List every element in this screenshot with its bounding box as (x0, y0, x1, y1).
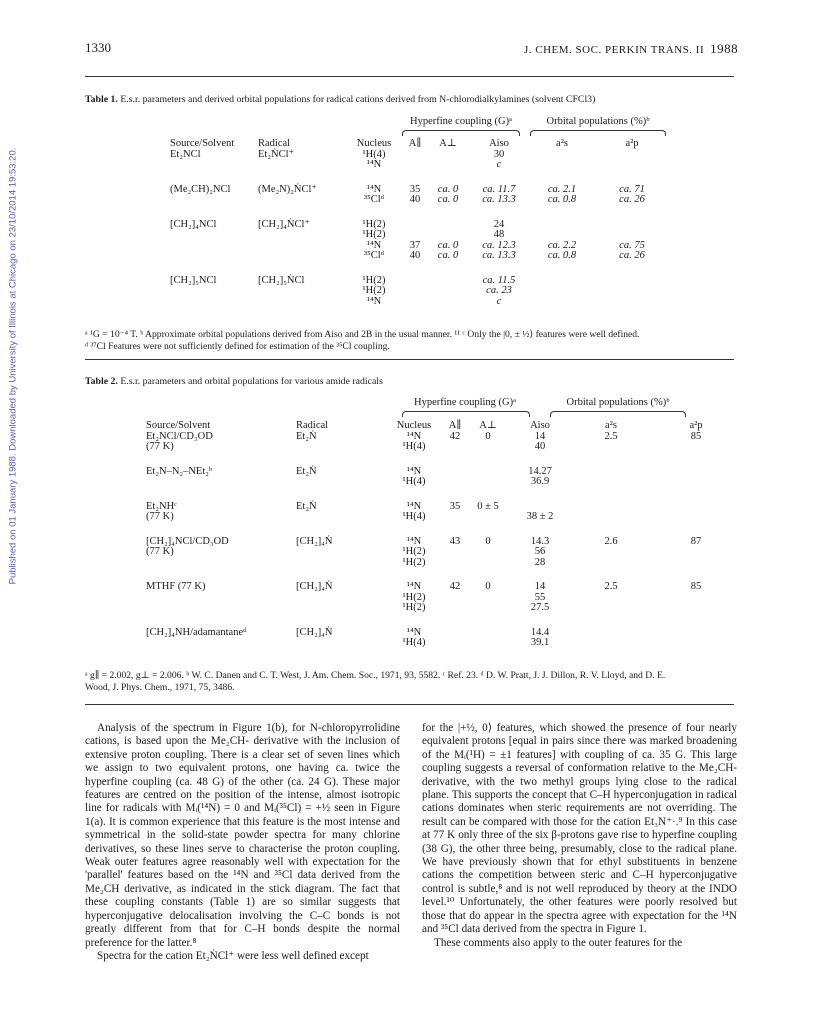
table-cell (258, 286, 346, 297)
table-cell: ¹H(2) (402, 591, 426, 603)
table-cell (468, 593, 508, 604)
paragraph: Analysis of the spectrum in Figure 1(b), for N-chloropyrrolidine cations, is based upon the Me₂CH- derivative with the inclusion of extensive proton coupling. There is a clear set of seven lines which we assign to two equivalent protons, one having ca. twice the hyperfine coupling (ca. 48 G) of the other (ca. 24 G). These major features are centred on the position of the intense, almost isotropic line for radicals with Mᵢ(¹⁴N) = 0 and Mᵢ(³⁵Cl) = +½ seen in Figure 1(a). It is common experience that this feature is the most intense and symmetrical in the solid-state powder spectra for many chlorine derivatives, so these lines serve to characterise the proton coupling. Weak outer features agree reasonably well with expectation for the 'parallel' features based on the ¹⁴N and ³⁵Cl data derived from the Me₂CH derivative, as indicated in the stick diagram. The fact that these coupling constants (Table 1) are so similar suggests that hyperconjugative delocalisation involving the C–C bonds is not greatly different from that for C–H bonds despite the normal preference for the latter.⁸ (85, 722, 400, 949)
table-cell: ca. 26 (619, 250, 645, 261)
table2-footnotes (85, 670, 735, 694)
table-cell: 85 (690, 430, 702, 442)
table-cell: 40 (534, 441, 546, 452)
table-cell: 42 (449, 581, 461, 592)
column-header: a²p (625, 138, 639, 149)
table-cell (442, 593, 468, 604)
table-cell (170, 297, 258, 308)
paragraph: for the |+½, 0⟩ features, which showed the presence of four nearly equivalent protons [equal in pairs since there was marked broadening of the Mᵢ(¹H) = ±1 features] with coupling of ca. 35 G. This large coupling suggests a reversal of conformation relative to the Me₂CH- derivative, with the two methyl groups lying close to the radical plane. This supports the concept that C–H hyperconjugation in radical cations dominates when steric requirements are not overriding. The result can be compared with those for the cation Et₃N⁺·.⁹ In this case at 77 K only three of the six β-protons gave rise to hyperfine coupling (38 G), the other three being, presumably, close to the radical plane. We have previously shown that for ethyl substituents in benzene cations the competition between steric and C–H hyperconjugative control is subtle,⁸ and is not well reproduced by theory at the INDO level.¹⁰ Unfortunately, the other features were poorly resolved but those that do appear in the spectra agree with expectation for the ¹⁴N and ³⁵Cl data derived from the spectra in Figure 1. (422, 722, 737, 936)
table-cell (594, 220, 670, 231)
table-cell (650, 603, 742, 614)
table-cell: ca. 0.8 (547, 194, 577, 205)
table-cell (258, 251, 346, 262)
table-header-row (146, 421, 742, 432)
table-header-row (170, 139, 670, 150)
table-cell (428, 160, 468, 171)
column-header: Aiso (530, 420, 550, 431)
journal-year: 1988 (710, 41, 739, 56)
table-cell: [CH₂]₄NCl (170, 218, 217, 230)
table-cell: 85 (690, 581, 702, 592)
table-cell: ¹⁴N (406, 430, 422, 442)
table-row (146, 442, 742, 453)
table-cell: ca. 11.7 (482, 183, 516, 195)
table-cell (530, 286, 594, 297)
table-cell: [CH₂]₄ṄCl⁺ (258, 218, 310, 230)
table-cell: MTHF (77 K) (146, 581, 206, 592)
spacer-cell (146, 453, 742, 467)
table-cell: (Me₂CH)₂NCl (170, 183, 231, 195)
table-cell: ¹⁴N (406, 581, 422, 592)
table-cell: ca. 0.8 (547, 250, 577, 261)
table-cell (170, 286, 258, 297)
table-cell: ¹⁴N (366, 295, 382, 307)
table-cell (572, 512, 650, 523)
table-cell: Et₂ṄCl⁺ (258, 148, 295, 160)
table-cell (650, 467, 742, 478)
column-header: Radical (258, 138, 291, 149)
table-cell: ca. 0 (437, 250, 459, 261)
table2-footnote-line: ᵃ g∥ = 2.002, g⊥ = 2.006. ᵇ W. C. Danen and C. T. West, J. Am. Chem. Soc., 1971, 93, 5582. ᶜ Ref. 23. ᵈ D. W. Pratt, J. J. Dillon, R. V. Lloyd, and D. E. (85, 670, 666, 681)
column-header: Nucleus (396, 420, 432, 431)
paragraph: Spectra for the cation Et₂ṄCl⁺ were less well defined except (97, 949, 369, 962)
table-cell: ¹⁴N (406, 465, 422, 477)
row-spacer (170, 171, 670, 185)
table-row (170, 160, 670, 171)
table-cell (572, 628, 650, 639)
table-cell: ¹H(2) (402, 556, 426, 568)
table1 (170, 139, 670, 307)
table-cell (468, 628, 508, 639)
spacer-cell (146, 568, 742, 582)
table-cell: 56 (534, 546, 546, 557)
table-cell (146, 593, 296, 604)
table-row (146, 558, 742, 569)
table-cell: Et₂NCl/CD₃OD (146, 430, 213, 442)
table-row (170, 230, 670, 241)
table-cell (442, 442, 468, 453)
table-row (170, 195, 670, 206)
spacer-cell (170, 262, 670, 276)
table-cell: Et₂Ṅ (296, 430, 317, 442)
table-cell: 14.27 (528, 465, 552, 477)
spacer-cell (146, 523, 742, 537)
table-cell: ¹⁴N (366, 159, 382, 170)
table-cell (468, 558, 508, 569)
table-cell (428, 220, 468, 231)
row-spacer (170, 262, 670, 276)
body-right-column (422, 722, 737, 950)
table-cell: 2.5 (604, 430, 618, 442)
table-cell (402, 160, 428, 171)
table-cell (468, 477, 508, 488)
table-cell (428, 276, 468, 287)
table-row (146, 638, 742, 649)
table-cell: 39.1 (530, 637, 550, 648)
table2 (146, 421, 742, 649)
table-cell (572, 593, 650, 604)
table-cell (468, 512, 508, 523)
table-row (146, 537, 742, 548)
table-cell: ca. 12.3 (482, 239, 516, 251)
table-cell (402, 297, 428, 308)
table-cell: ca. 2.2 (547, 239, 577, 251)
table-cell: ca. 11.5 (482, 274, 516, 286)
table-cell (442, 512, 468, 523)
column-header: A⊥ (479, 420, 497, 431)
table-cell (402, 150, 428, 161)
table-cell (442, 558, 468, 569)
table-cell (530, 160, 594, 171)
table-cell: 55 (534, 591, 546, 603)
table-cell (572, 558, 650, 569)
table-cell: ca. 0 (437, 239, 459, 251)
column-header: a²s (556, 138, 568, 149)
table1-footnotes (85, 329, 735, 353)
table-cell (594, 150, 670, 161)
table-cell (442, 638, 468, 649)
table-cell (530, 276, 594, 287)
table-cell (572, 442, 650, 453)
header-rule (85, 76, 734, 77)
table-cell: Et₂NCl (170, 148, 201, 160)
table-cell (572, 603, 650, 614)
table-cell (650, 547, 742, 558)
table-cell: Et₂Ṅ (296, 465, 317, 477)
table2-hyperfine-group: Hyperfine coupling (G)ᵃ (413, 397, 516, 408)
row-spacer (146, 488, 742, 502)
table-cell (530, 230, 594, 241)
table2-caption: Table 2. E.s.r. parameters and orbital populations for various amide radicals (85, 376, 383, 387)
table-cell: 0 (485, 430, 491, 442)
column-header: Nucleus (356, 138, 392, 149)
table-cell (296, 558, 386, 569)
table-cell (594, 276, 670, 287)
body-left-column (85, 722, 400, 963)
table-cell: ¹H(2) (402, 602, 426, 613)
table-cell: (77 K) (146, 441, 174, 452)
journal-header: J. CHEM. SOC. PERKIN TRANS. II 1988 (524, 41, 739, 56)
table-cell: 0 (485, 535, 491, 547)
table-cell: ca. 23 (486, 285, 512, 296)
table-cell (530, 220, 594, 231)
table-cell: ca. 13.3 (482, 250, 516, 261)
table-cell: 28 (534, 556, 546, 568)
spacer-cell (170, 171, 670, 185)
table-row (170, 150, 670, 161)
table-cell: ¹H(2) (362, 274, 386, 286)
table-cell: ¹⁴N (366, 183, 382, 195)
table-row (146, 502, 742, 513)
column-header: Source/Solvent (146, 420, 211, 431)
table-cell (594, 230, 670, 241)
table-cell: (Me₂N)₂ṄCl⁺ (258, 183, 317, 195)
table-cell: ca. 26 (619, 194, 645, 205)
table-row (146, 593, 742, 604)
table-cell: ca. 0 (437, 183, 459, 195)
table-cell: ca. 2.1 (547, 183, 577, 195)
table-cell (594, 286, 670, 297)
column-header: A∥ (448, 420, 462, 431)
table-cell (468, 467, 508, 478)
table-cell: ca. 75 (619, 239, 645, 251)
table-row (146, 547, 742, 558)
table1-caption: Table 1. E.s.r. parameters and derived orbital populations for radical cations derived from N-chlorodialkylamines (solvent CFCl3) (85, 94, 596, 105)
table-cell: 43 (449, 535, 461, 547)
table-cell: [CH₂]₄Ṅ (296, 535, 333, 547)
table-cell (170, 251, 258, 262)
table-cell (146, 603, 296, 614)
table-cell: 37 (409, 239, 421, 251)
table-cell (296, 547, 386, 558)
column-header: a²p (689, 420, 703, 431)
table-cell (468, 638, 508, 649)
table-cell (296, 593, 386, 604)
table-cell (146, 558, 296, 569)
table-cell (530, 297, 594, 308)
table-cell (572, 638, 650, 649)
table-cell (402, 230, 428, 241)
table-cell (296, 638, 386, 649)
table1-hyperfine-group: Hyperfine coupling (G)ᵃ (409, 116, 512, 127)
table-row (146, 467, 742, 478)
row-spacer (170, 206, 670, 220)
table-cell: [CH₂]₅NCl (170, 274, 217, 286)
table-cell (258, 160, 346, 171)
table-cell (468, 603, 508, 614)
table-cell: ca. 13.3 (482, 194, 516, 205)
table-cell: ¹⁴N (366, 239, 382, 251)
table-cell: 38 ± 2 (526, 511, 554, 522)
table-cell (650, 512, 742, 523)
table-cell (442, 467, 468, 478)
paragraph: These comments also apply to the outer features for the (434, 936, 683, 949)
table-cell: [CH₂]₅ṄCl (258, 274, 305, 286)
table-cell (650, 442, 742, 453)
table-cell (530, 150, 594, 161)
row-spacer (146, 568, 742, 582)
table-cell (402, 276, 428, 287)
table-cell: 14.3 (530, 535, 550, 547)
table-cell (170, 241, 258, 252)
table-cell: 40 (409, 194, 421, 205)
table-cell (296, 477, 386, 488)
table-cell: ¹H(4) (402, 476, 426, 487)
table-cell: 48 (493, 229, 505, 240)
table-cell (572, 467, 650, 478)
table-cell: 40 (409, 250, 421, 261)
table-row (170, 276, 670, 287)
table-row (170, 241, 670, 252)
table-row (170, 185, 670, 196)
table-cell: 0 ± 5 (477, 500, 499, 512)
table-cell (572, 547, 650, 558)
table-cell: (77 K) (146, 546, 174, 557)
table-cell: 42 (449, 430, 461, 442)
table-cell (442, 603, 468, 614)
table-cell (428, 150, 468, 161)
table-cell: [CH₂]₄Ṅ (296, 581, 333, 592)
table-cell: ¹H(2) (362, 218, 386, 230)
column-header: A∥ (408, 138, 422, 149)
column-header: Source/Solvent (170, 138, 235, 149)
spacer-cell (146, 614, 742, 628)
table-cell: ¹H(4) (362, 148, 386, 160)
table-cell (442, 477, 468, 488)
table-cell (296, 512, 386, 523)
table-row (170, 297, 670, 308)
table1-footnote-line: ᵃ ¹G = 10⁻⁴ T. ᵇ Approximate orbital populations derived from Aiso and 2B in the usual manner. ¹¹ ᶜ Only the |0, ± ½⟩ features were well defined. (85, 329, 640, 340)
table1-rule (85, 359, 734, 360)
table-cell (650, 638, 742, 649)
table-cell: 24 (493, 218, 505, 230)
table-row (170, 251, 670, 262)
table-cell (146, 638, 296, 649)
row-spacer (146, 523, 742, 537)
table-cell (170, 230, 258, 241)
table-row (146, 512, 742, 523)
table-cell (572, 477, 650, 488)
column-header: Radical (296, 420, 329, 431)
table-cell: 27.5 (530, 602, 550, 613)
table-cell (442, 628, 468, 639)
table-cell: [CH₂]₄NH/adamantaneᵈ (146, 626, 247, 638)
table1-hyperfine-brace (402, 130, 520, 136)
column-header: A⊥ (439, 138, 457, 149)
table-cell: c (496, 159, 502, 170)
table-row (146, 603, 742, 614)
table-cell: 14 (534, 581, 546, 592)
table-cell: Et₂N–N₂–NEt₂ᵇ (146, 465, 213, 477)
table-cell: ¹⁴N (406, 535, 422, 547)
table-cell (650, 628, 742, 639)
table-cell: ca. 71 (619, 183, 645, 195)
download-notice: Published on 01 January 1988. Downloaded by University of Illinois at Chicago on 23/10/2014 19:53:20. (7, 147, 19, 585)
table-cell (258, 195, 346, 206)
table-cell: [CH₂]₄Ṅ (296, 626, 333, 638)
table-cell: 36.9 (530, 476, 550, 487)
page-number: 1330 (85, 40, 111, 55)
table-cell (468, 547, 508, 558)
table-cell: 2.5 (604, 581, 618, 592)
table-cell: ¹⁴N (406, 626, 422, 638)
table-cell (170, 160, 258, 171)
table-cell (258, 230, 346, 241)
table-cell: ¹H(4) (402, 637, 426, 648)
table-cell (258, 297, 346, 308)
row-spacer (146, 614, 742, 628)
table-cell (428, 297, 468, 308)
table-cell (594, 160, 670, 171)
table-cell: [CH₂]₄NCl/CD₃OD (146, 535, 229, 547)
table-cell (442, 547, 468, 558)
table-cell: Et₂NHᶜ (146, 500, 177, 512)
table-cell: 2.6 (604, 535, 618, 547)
table-cell: 30 (493, 148, 505, 160)
table2-hyperfine-brace (402, 411, 530, 417)
table-cell (650, 477, 742, 488)
table-cell (428, 230, 468, 241)
table-cell: ¹H(4) (402, 441, 426, 452)
table-cell: 0 (485, 581, 491, 592)
spacer-cell (146, 488, 742, 502)
table-cell (428, 286, 468, 297)
table-cell (296, 603, 386, 614)
table-cell: ¹H(2) (402, 546, 426, 557)
table-row (170, 220, 670, 231)
row-spacer (146, 453, 742, 467)
table1-orbital-brace (530, 130, 666, 136)
table-cell (146, 477, 296, 488)
table-cell (402, 220, 428, 231)
table-row (146, 582, 742, 593)
table1-orbital-group: Orbital populations (%)ᵇ (546, 116, 650, 127)
table-row (146, 477, 742, 488)
table-cell: 35 (449, 500, 461, 512)
table-cell: 14.4 (530, 626, 550, 638)
table-row (146, 432, 742, 443)
column-header: Aiso (489, 138, 509, 149)
spacer-cell (170, 206, 670, 220)
table-cell: c (496, 295, 502, 307)
table2-rule (85, 704, 734, 705)
table-row (146, 628, 742, 639)
table-row (170, 286, 670, 297)
table-cell: (77 K) (146, 511, 174, 522)
table-cell (468, 442, 508, 453)
table-cell (572, 502, 650, 513)
table-cell: 14 (534, 430, 546, 442)
table-cell (170, 195, 258, 206)
table2-orbital-brace (550, 411, 686, 417)
table-cell: ³⁵Clᵈ (364, 194, 384, 205)
column-header: a²s (605, 420, 617, 431)
table-cell: ¹H(2) (362, 285, 386, 296)
table-cell (650, 558, 742, 569)
table-cell: 35 (409, 183, 421, 195)
table-cell (258, 241, 346, 252)
table1-footnote-line: ᵈ ³⁷Cl Features were not sufficiently defined for estimation of the ³⁵Cl coupling. (85, 341, 390, 352)
table-cell (650, 502, 742, 513)
table-cell: ¹H(4) (402, 511, 426, 522)
table-cell (402, 286, 428, 297)
table-cell: ¹⁴N (406, 500, 422, 512)
table-cell (296, 442, 386, 453)
table-cell: 87 (690, 535, 702, 547)
table-cell: Et₂Ṅ (296, 500, 317, 512)
table2-footnote-line: Wood, J. Phys. Chem., 1971, 75, 3486. (85, 682, 235, 693)
table-cell: ca. 0 (437, 194, 459, 205)
table-cell: ¹H(2) (362, 229, 386, 240)
table-cell (650, 593, 742, 604)
table-cell: ³⁵Clᵈ (364, 250, 384, 261)
table2-orbital-group: Orbital populations (%)ᵇ (566, 397, 670, 408)
table-cell (594, 297, 670, 308)
